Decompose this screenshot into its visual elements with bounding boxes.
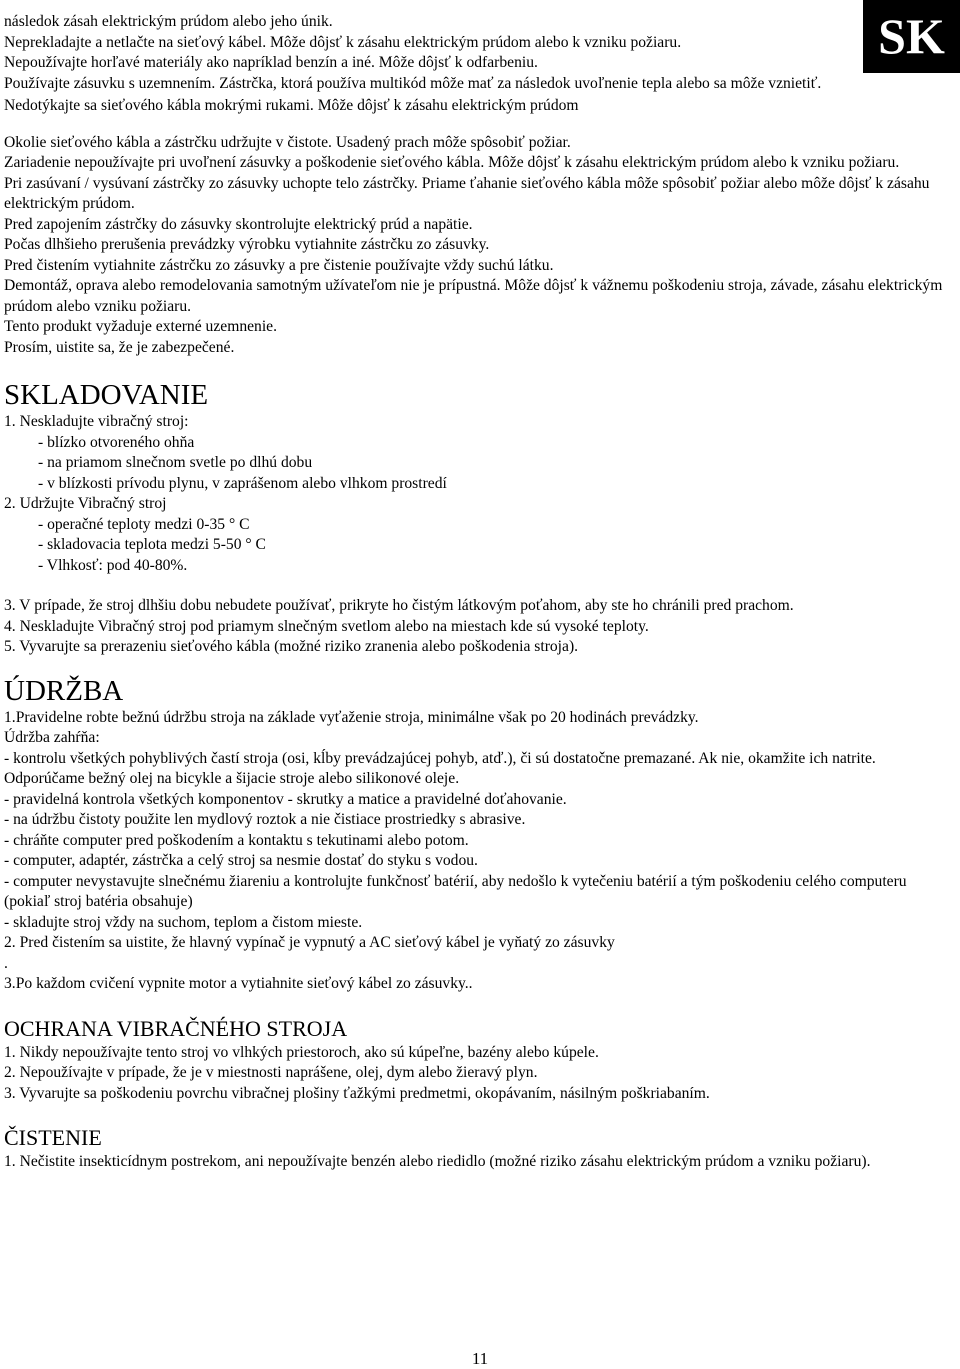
text-line: 3.Po každom cvičení vypnite motor a vytiahnite sieťový kábel zo zásuvky..: [4, 975, 473, 992]
text-line: Používajte zásuvku s uzemnením. Zástrčka, ktorá používa multikód môže mať za následok uvoľnenie tepla alebo sa môže vznietiť.: [4, 74, 822, 92]
list-item: 4. Neskladujte Vibračný stroj pod priamym slnečným svetlom alebo na miestach kde sú vysoké teploty.: [4, 617, 649, 635]
text-line: Pred zapojením zástrčky do zásuvky skontrolujte elektrický prúd a napätie.: [4, 215, 473, 233]
text-line: - na údržbu čistoty použite len mydlový roztok a nie čistiace prostriedky s abrasive.: [4, 811, 526, 828]
text-line: Demontáž, oprava alebo remodelovania samotným užívateľom nie je prípustná. Môže dôjsť k vážnemu poškodeniu stroja, závade, zásahu elektrickým prúdom alebo vzniku požiaru.: [4, 277, 943, 315]
text-line: - pravidelná kontrola všetkých komponentov - skrutky a matice a pravidelné doťahovanie.: [4, 790, 567, 808]
page-number: 11: [471, 1349, 489, 1368]
text-line: Počas dlhšieho prerušenia prevádzky výrobku vytiahnite zástrčku zo zásuvky.: [4, 236, 490, 253]
text-line: 1. Nikdy nepoužívajte tento stroj vo vlhkých priestoroch, ako sú kúpeľne, bazény alebo kúpele.: [4, 1043, 599, 1061]
list-item: 5. Vyvarujte sa prerazeniu sieťového kábla (možné riziko zranenia alebo poškodenia stroja).: [4, 638, 579, 655]
list-subitem: - v blízkosti prívodu plynu, v zaprášenom alebo vlhkom prostredí: [38, 474, 447, 492]
text-line: Prosím, uistite sa, že je zabezpečené.: [4, 338, 235, 356]
list-item: 3. V prípade, že stroj dlhšiu dobu nebudete používať, prikryte ho čistým látkovým poťahom, aby ste ho chránili pred prachom.: [4, 597, 794, 614]
text-line: Zariadenie nepoužívajte pri uvoľnení zásuvky a poškodenie sieťového kábla. Môže dôjsť k zásahu elektrickým prúdom alebo k vzniku požiaru.: [4, 154, 900, 171]
text-line: Okolie sieťového kábla a zástrčku udržujte v čistote. Usadený prach môže spôsobiť požiar.: [4, 133, 571, 151]
text-line: 2. Pred čistením sa uistite, že hlavný vypínač je vypnutý a AC sieťový kábel je vyňatý zo zásuvky: [4, 934, 615, 951]
text-line: Nedotýkajte sa sieťového kábla mokrými rukami. Môže dôjsť k zásahu elektrickým prúdom: [4, 97, 579, 114]
text-line: Nepoužívajte horľavé materiály ako napríklad benzín a iné. Môže dôjsť k odfarbeniu.: [4, 54, 538, 71]
list-subitem: - skladovacia teplota medzi 5-50 ° C: [38, 536, 266, 553]
text-line: Pri zasúvaní / vysúvaní zástrčky zo zásuvky uchopte telo zástrčky. Priame ťahanie sieťového kábla môže spôsobiť požiar alebo môže dôjsť k zásahu elektrickým prúdom.: [4, 174, 930, 212]
text-line: 2. Nepoužívajte v prípade, že je v miestnosti naprášene, olej, dym alebo žieravý plyn.: [4, 1064, 538, 1081]
section-title-ochrana: OCHRANA VIBRAČNÉHO STROJA: [4, 1015, 348, 1041]
text-line: - skladujte stroj vždy na suchom, teplom a čistom mieste.: [4, 913, 363, 931]
text-line: - computer nevystavujte slnečnému žiareniu a kontrolujte funkčnosť batérií, aby nedošlo k vytečeniu batérií a tým poškodeniu celého computeru (pokiaľ stroj batéria obsahuje): [4, 872, 907, 910]
list-item: 1. Neskladujte vibračný stroj:: [4, 413, 189, 430]
list-subitem: - operačné teploty medzi 0-35 ° C: [38, 515, 250, 533]
text-line: Pred čistením vytiahnite zástrčku zo zásuvky a pre čistenie používajte vždy suchú látku.: [4, 256, 554, 274]
list-subitem: - blízko otvoreného ohňa: [38, 433, 195, 451]
language-badge: SK: [863, 0, 960, 73]
list-subitem: - na priamom slnečnom svetle po dlhú dobu: [38, 454, 313, 471]
text-line: 1. Nečistite insekticídnym postrekom, ani nepoužívajte benzén alebo riedidlo (možné riziko zásahu elektrickým prúdom a vzniku požiaru).: [4, 1153, 871, 1170]
text-line: Tento produkt vyžaduje externé uzemnenie.: [4, 318, 277, 335]
text-line: 1.Pravidelne robte bežnú údržbu stroja na základe vyťaženie stroja, minimálne však po 20 hodinách prevádzky.: [4, 708, 699, 726]
text-line: .: [4, 954, 8, 972]
text-line: - chráňte computer pred poškodením a kontaktu s tekutinami alebo potom.: [4, 831, 469, 849]
section-title-skladovanie: SKLADOVANIE: [4, 379, 209, 411]
list-subitem: - Vlhkosť: pod 40-80%.: [38, 556, 188, 574]
section-title-udrzba: ÚDRŽBA: [4, 674, 124, 707]
document-body: [4, 0, 954, 1173]
section-title-cistenie: ČISTENIE: [4, 1125, 102, 1150]
text-line: 3. Vyvarujte sa poškodeniu povrchu vibračnej plošiny ťažkými predmetmi, okopávaním, násilným poškriabaním.: [4, 1084, 710, 1102]
text-line: Údržba zahŕňa:: [4, 729, 100, 746]
text-line: Neprekladajte a netlačte na sieťový kábel. Môže dôjsť k zásahu elektrickým prúdom alebo k vzniku požiaru.: [4, 33, 682, 51]
list-item: 2. Udržujte Vibračný stroj: [4, 495, 167, 512]
text-line: - kontrolu všetkých pohyblivých častí stroja (osi, kĺby prevádzajúcej pohyb, atď.), či sú dostatočne premazané. Ak nie, okamžite ich natrite. Odporúčame bežný olej na bicykle a šijacie stroje alebo silikonové oleje.: [4, 749, 876, 787]
text-line: následok zásah elektrickým prúdom alebo jeho únik.: [4, 13, 333, 30]
text-line: - computer, adaptér, zástrčka a celý stroj sa nesmie dostať do styku s vodou.: [4, 852, 478, 869]
